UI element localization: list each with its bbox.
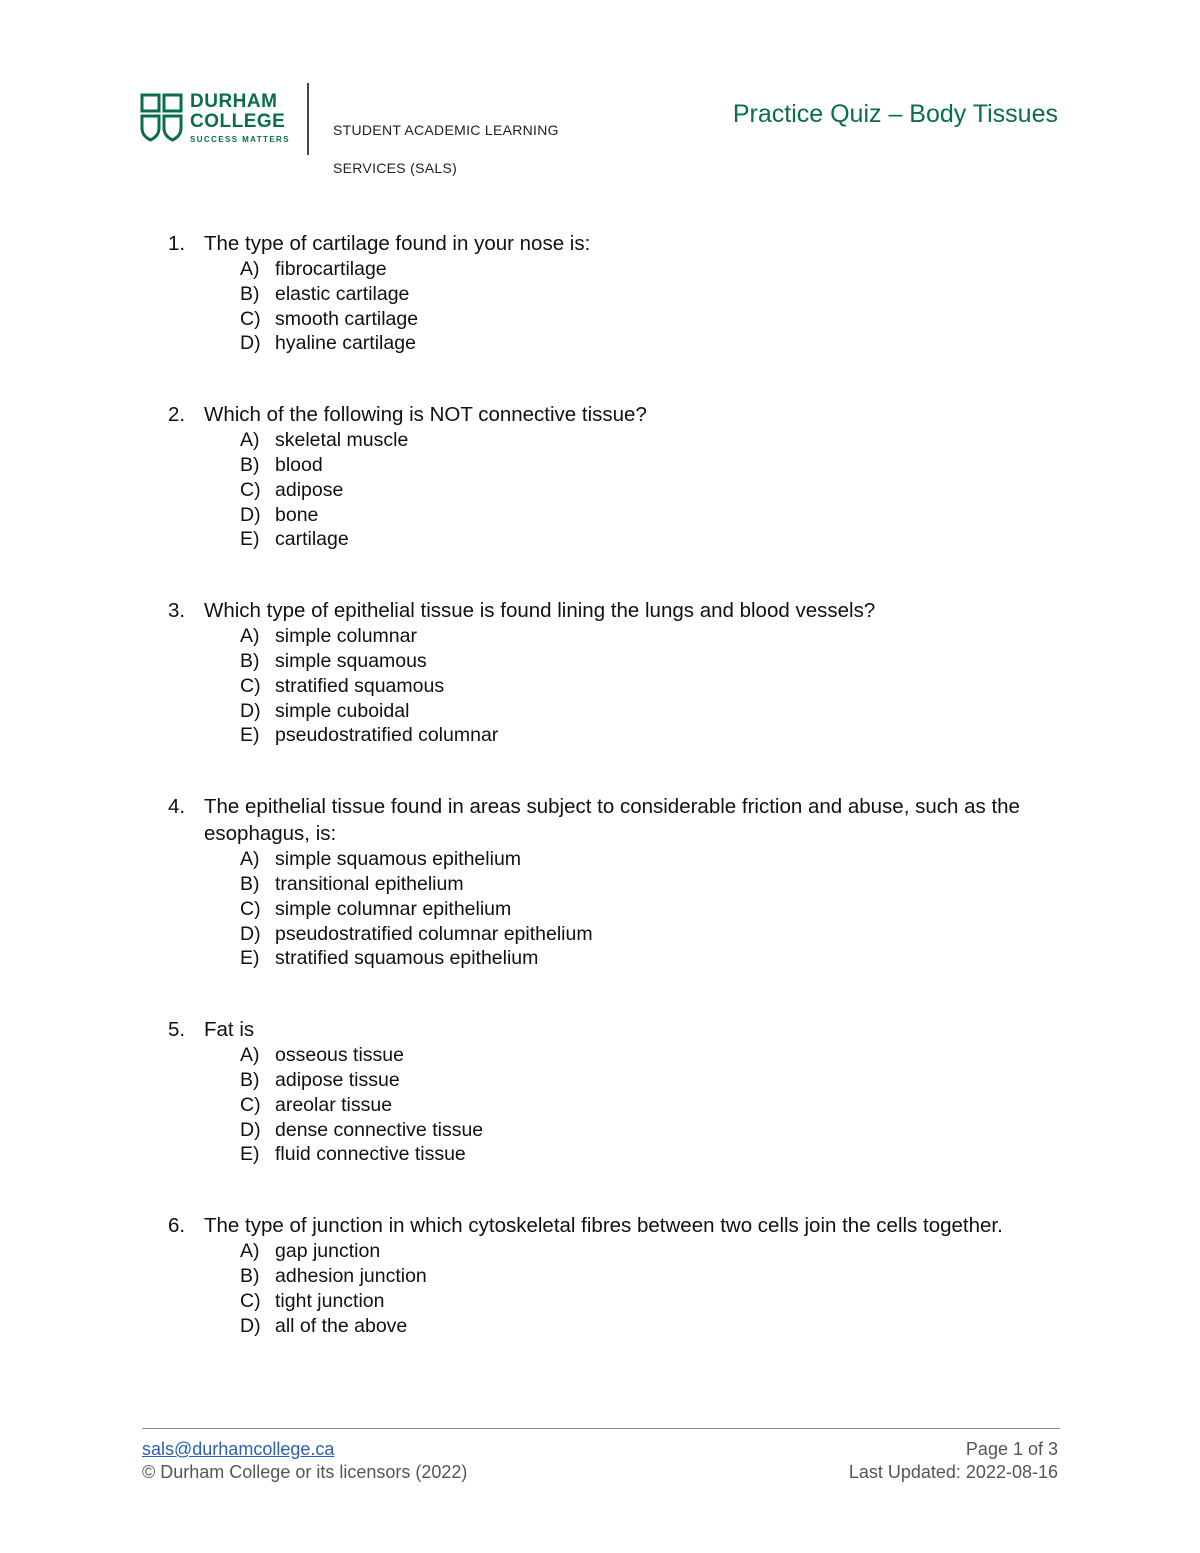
option-text: simple cuboidal xyxy=(275,699,410,722)
option-letter: B) xyxy=(240,453,260,476)
answer-option xyxy=(240,1043,1048,1068)
option-letter: C) xyxy=(240,674,261,697)
answer-option xyxy=(240,723,1048,748)
answer-option xyxy=(240,872,1048,897)
option-text: simple squamous epithelium xyxy=(275,848,522,871)
answer-option xyxy=(240,307,1048,332)
question-text: The type of junction in which cytoskeletal fibres between two cells join the cells together. xyxy=(204,1214,1003,1238)
question-number: 4. xyxy=(168,795,186,819)
option-text: all of the above xyxy=(275,1314,408,1337)
question-text: Fat is xyxy=(204,1018,255,1042)
logo-name-line1: DURHAM xyxy=(190,91,278,112)
email-link[interactable]: sals@durhamcollege.ca xyxy=(142,1439,335,1459)
option-letter: A) xyxy=(240,625,260,648)
option-letter: E) xyxy=(240,724,260,747)
option-letter: D) xyxy=(240,699,261,722)
answer-option xyxy=(240,624,1048,649)
option-text: hyaline cartilage xyxy=(275,332,416,355)
footer-right xyxy=(849,1438,1058,1484)
option-text: smooth cartilage xyxy=(275,307,419,330)
department-line2: SERVICES (SALS) xyxy=(333,160,458,176)
option-letter: C) xyxy=(240,478,261,501)
option-text: adipose tissue xyxy=(275,1068,400,1091)
answer-option xyxy=(240,1093,1048,1118)
department-name xyxy=(333,102,573,197)
logo-tagline: SUCCESS MATTERS xyxy=(190,135,290,144)
answer-option xyxy=(240,1118,1048,1143)
answer-option xyxy=(240,1239,1048,1264)
answer-option xyxy=(240,897,1048,922)
last-updated: Last Updated: 2022-08-16 xyxy=(848,1462,1058,1482)
option-letter: D) xyxy=(240,922,261,945)
answer-option xyxy=(240,428,1048,453)
option-text: transitional epithelium xyxy=(275,872,464,895)
question-text: The epithelial tissue found in areas subject to considerable friction and abuse, such as the esophagus, is: xyxy=(204,795,1020,846)
option-letter: E) xyxy=(240,528,260,551)
page-number: Page 1 of 3 xyxy=(965,1439,1058,1459)
question-text: The type of cartilage found in your nose is: xyxy=(204,232,591,255)
option-text: pseudostratified columnar xyxy=(275,724,499,747)
option-text: adipose xyxy=(275,478,344,501)
answer-option xyxy=(240,453,1048,478)
option-letter: C) xyxy=(240,1093,261,1116)
answer-option xyxy=(240,331,1048,356)
option-text: elastic cartilage xyxy=(275,282,410,305)
option-letter: D) xyxy=(240,1118,261,1141)
footer-divider xyxy=(142,1428,1060,1429)
question-2 xyxy=(168,401,1048,552)
question-stem xyxy=(168,597,1048,624)
answer-option xyxy=(240,922,1048,947)
option-letter: A) xyxy=(240,848,260,871)
answer-options xyxy=(168,847,1048,971)
answer-options xyxy=(168,1239,1048,1338)
answer-options xyxy=(168,257,1048,356)
department-line1: STUDENT ACADEMIC LEARNING xyxy=(333,122,559,138)
quiz-body xyxy=(168,230,1048,1383)
option-letter: C) xyxy=(240,307,261,330)
option-letter: E) xyxy=(240,947,260,970)
option-text: gap junction xyxy=(275,1240,381,1263)
logo-name-line2: COLLEGE xyxy=(190,111,286,132)
question-6 xyxy=(168,1212,1048,1338)
question-number: 5. xyxy=(168,1018,186,1042)
option-text: dense connective tissue xyxy=(275,1118,484,1141)
question-number: 3. xyxy=(168,599,186,623)
crest-icon xyxy=(140,92,184,144)
option-letter: D) xyxy=(240,1314,261,1337)
option-letter: B) xyxy=(240,649,260,672)
question-number: 6. xyxy=(168,1214,186,1238)
question-number: 2. xyxy=(168,403,186,427)
option-text: simple squamous xyxy=(275,649,427,672)
answer-option xyxy=(240,1068,1048,1093)
answer-option xyxy=(240,1314,1048,1339)
answer-option xyxy=(240,946,1048,971)
option-letter: A) xyxy=(240,1240,260,1263)
option-letter: B) xyxy=(240,872,260,895)
option-text: blood xyxy=(275,453,323,476)
question-1 xyxy=(168,230,1048,356)
question-stem xyxy=(168,1212,1048,1239)
question-5 xyxy=(168,1016,1048,1167)
answer-option xyxy=(240,527,1048,552)
question-number: 1. xyxy=(168,232,186,255)
option-text: simple columnar xyxy=(275,625,417,648)
option-text: stratified squamous epithelium xyxy=(275,947,539,970)
option-letter: A) xyxy=(240,258,260,280)
option-letter: B) xyxy=(240,282,260,305)
answer-option xyxy=(240,478,1048,503)
question-text: Which type of epithelial tissue is found lining the lungs and blood vessels? xyxy=(204,599,876,623)
answer-option xyxy=(240,649,1048,674)
option-text: stratified squamous xyxy=(275,674,445,697)
answer-options xyxy=(168,1043,1048,1167)
header-divider xyxy=(307,83,309,155)
option-text: adhesion junction xyxy=(275,1264,427,1287)
answer-options xyxy=(168,428,1048,552)
option-letter: A) xyxy=(240,429,260,452)
option-letter: A) xyxy=(240,1044,260,1067)
answer-option xyxy=(240,1142,1048,1167)
option-letter: C) xyxy=(240,897,261,920)
option-letter: D) xyxy=(240,332,261,355)
option-text: osseous tissue xyxy=(275,1044,404,1067)
question-4 xyxy=(168,793,1048,971)
page-title: Practice Quiz – Body Tissues xyxy=(732,100,1058,128)
option-text: cartilage xyxy=(275,528,349,551)
durham-college-logo xyxy=(140,92,290,148)
question-stem xyxy=(168,401,1048,428)
option-text: pseudostratified columnar epithelium xyxy=(275,922,593,945)
footer-left xyxy=(142,1438,467,1484)
option-letter: B) xyxy=(240,1264,260,1287)
answer-option xyxy=(240,257,1048,282)
option-text: fluid connective tissue xyxy=(275,1143,466,1166)
option-text: tight junction xyxy=(275,1289,385,1312)
option-text: skeletal muscle xyxy=(275,429,409,452)
question-stem xyxy=(168,230,1048,257)
answer-option xyxy=(240,847,1048,872)
logo-wordmark xyxy=(190,92,285,132)
question-stem xyxy=(168,793,1048,847)
page-header xyxy=(0,0,1200,190)
question-stem xyxy=(168,1016,1048,1043)
option-letter: C) xyxy=(240,1289,261,1312)
option-letter: D) xyxy=(240,503,261,526)
answer-option xyxy=(240,503,1048,528)
answer-options xyxy=(168,624,1048,748)
option-letter: B) xyxy=(240,1068,260,1091)
question-text: Which of the following is NOT connective tissue? xyxy=(204,403,647,427)
answer-option xyxy=(240,282,1048,307)
answer-option xyxy=(240,674,1048,699)
option-text: fibrocartilage xyxy=(275,258,387,280)
answer-option xyxy=(240,1289,1048,1314)
answer-option xyxy=(240,1264,1048,1289)
answer-option xyxy=(240,699,1048,724)
option-letter: E) xyxy=(240,1143,260,1166)
option-text: areolar tissue xyxy=(275,1093,393,1116)
option-text: bone xyxy=(275,503,319,526)
question-3 xyxy=(168,597,1048,748)
copyright-text: © Durham College or its licensors (2022) xyxy=(142,1462,468,1482)
option-text: simple columnar epithelium xyxy=(275,897,512,920)
